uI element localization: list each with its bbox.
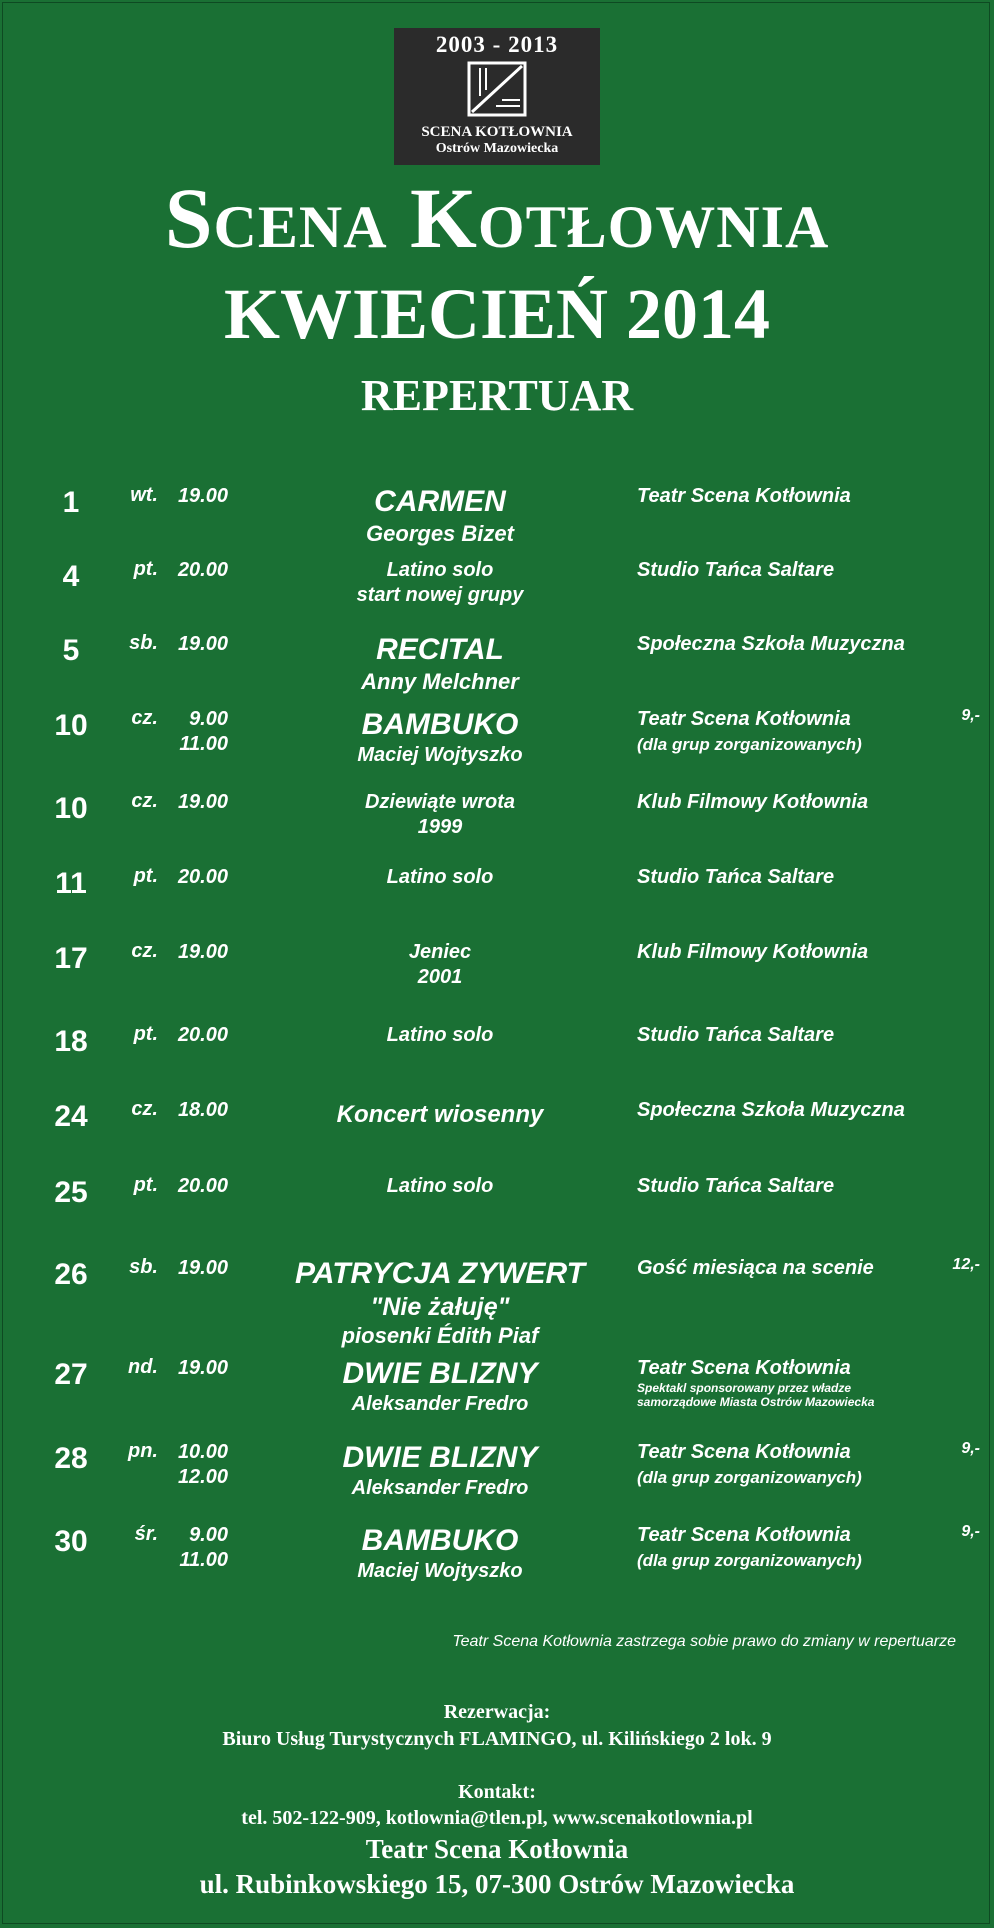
event-weekday: cz.: [131, 790, 158, 812]
event-weekday: pt.: [133, 558, 158, 580]
event-title: Dziewiąte wrota: [364, 791, 516, 813]
event-title: BAMBUKO: [361, 1524, 519, 1557]
event-weekday: nd.: [128, 1356, 158, 1378]
contact-text: tel. 502-122-909, kotlownia@tlen.pl, www.scenakotlownia.pl: [241, 1807, 753, 1829]
repertoire-heading: REPERTUAR: [360, 371, 634, 420]
event-weekday: pn.: [128, 1440, 158, 1462]
contact-label: Kontakt:: [458, 1781, 536, 1803]
event-show: [250, 1256, 630, 1350]
month-title: KWIECIEŃ 2014: [223, 274, 771, 354]
event-subtitle: Anny Melchner: [361, 669, 519, 694]
event-show: [250, 558, 630, 608]
event-show: [250, 632, 630, 696]
event-price: 9,-: [961, 1523, 980, 1540]
event-time: 20.00: [177, 1024, 228, 1046]
event-time: 19.00: [177, 941, 228, 963]
event-price: 9,-: [961, 1440, 980, 1457]
event-venue: Teatr Scena Kotłownia (dla grup zorganizowanych): [637, 708, 862, 754]
event-time: 10.00 12.00: [177, 1441, 228, 1488]
event-venue: Teatr Scena Kotłownia Spektakl sponsorowany przez władze samorządowe Miasta Ostrów Mazowiecka: [637, 1357, 875, 1409]
event-show: [250, 790, 630, 840]
event-venue: Gość miesiąca na scenie: [637, 1257, 874, 1279]
event-venue: Teatr Scena Kotłownia (dla grup zorganizowanych): [637, 1441, 862, 1487]
logo-years: 2003 - 2013: [435, 32, 559, 57]
event-title: Latino solo: [386, 866, 494, 888]
event-subtitle: 2001: [417, 966, 463, 988]
event-venue: Klub Filmowy Kotłownia: [637, 941, 869, 963]
event-venue: Studio Tańca Saltare: [637, 866, 835, 888]
event-day: 10: [54, 709, 88, 742]
logo-city: Ostrów Mazowiecka: [435, 141, 559, 156]
event-day: 5: [62, 634, 80, 667]
event-venue: Społeczna Szkoła Muzyczna: [637, 1099, 905, 1121]
event-show: [250, 1356, 630, 1416]
event-title: CARMEN: [374, 485, 506, 518]
event-day: 17: [54, 942, 88, 975]
event-day: 28: [54, 1442, 88, 1475]
event-time: 19.00: [177, 485, 228, 507]
theatre-name: Teatr Scena Kotłownia: [365, 1834, 629, 1864]
event-venue: Teatr Scena Kotłownia: [637, 485, 851, 507]
event-weekday: cz.: [131, 707, 158, 729]
anniversary-logo: [394, 28, 600, 165]
event-subtitle: Maciej Wojtyszko: [357, 744, 523, 766]
disclaimer-text: Teatr Scena Kotłownia zastrzega sobie prawo do zmiany w repertuarze: [452, 1633, 956, 1650]
page-title: Scena Kotłownia: [164, 170, 830, 266]
event-time: 19.00: [177, 791, 228, 813]
event-show: [250, 1440, 630, 1500]
event-day: 27: [54, 1358, 88, 1391]
reservation-label: Rezerwacja:: [443, 1701, 551, 1723]
event-day: 11: [55, 867, 87, 900]
event-weekday: wt.: [130, 484, 158, 506]
event-show: [250, 865, 630, 890]
event-day: 1: [62, 486, 80, 519]
event-show: [250, 484, 630, 548]
event-subtitle: Georges Bizet: [366, 521, 514, 546]
event-weekday: sb.: [129, 632, 158, 654]
event-time: 18.00: [177, 1099, 228, 1121]
event-venue: Społeczna Szkoła Muzyczna: [637, 633, 905, 655]
event-time: 19.00: [177, 1257, 228, 1279]
event-title: Latino solo: [386, 1024, 494, 1046]
event-day: 10: [54, 792, 88, 825]
event-weekday: pt.: [133, 1174, 158, 1196]
event-venue: Teatr Scena Kotłownia (dla grup zorganizowanych): [637, 1524, 862, 1570]
event-weekday: cz.: [131, 1098, 158, 1120]
event-time: 9.00 11.00: [179, 1524, 228, 1571]
event-show: [250, 707, 630, 767]
event-time: 19.00: [177, 1357, 228, 1379]
event-venue: Studio Tańca Saltare: [637, 559, 835, 581]
event-weekday: pt.: [133, 1023, 158, 1045]
event-title: Latino solo: [386, 559, 494, 581]
event-title: PATRYCJA ZYWERT: [294, 1257, 586, 1290]
event-title: RECITAL: [376, 633, 504, 666]
theatre-address: ul. Rubinkowskiego 15, 07-300 Ostrów Mazowiecka: [199, 1869, 795, 1899]
event-subtitle: start nowej grupy: [356, 584, 524, 606]
event-weekday: cz.: [131, 940, 158, 962]
event-day: 24: [54, 1100, 88, 1133]
event-time: 20.00: [177, 559, 228, 581]
event-venue: Klub Filmowy Kotłownia: [637, 791, 869, 813]
event-venue: Studio Tańca Saltare: [637, 1024, 835, 1046]
event-day: 26: [54, 1258, 88, 1291]
event-title: DWIE BLIZNY: [342, 1357, 538, 1390]
event-subtitle: 1999: [417, 816, 463, 838]
event-price: 12,-: [952, 1256, 980, 1273]
event-show: [250, 1100, 630, 1130]
event-subtitle: Aleksander Fredro: [351, 1393, 529, 1415]
event-time: 20.00: [177, 866, 228, 888]
event-show: [250, 1023, 630, 1048]
event-day: 4: [62, 560, 80, 593]
event-show: [250, 1523, 630, 1583]
event-weekday: sb.: [129, 1256, 158, 1278]
event-title: Latino solo: [386, 1175, 494, 1197]
event-subtitle-2: piosenki Édith Piaf: [341, 1323, 539, 1348]
event-title: DWIE BLIZNY: [342, 1441, 538, 1474]
event-time: 20.00: [177, 1175, 228, 1197]
event-title: Jeniec: [408, 941, 472, 963]
event-day: 25: [54, 1176, 88, 1209]
event-show: [250, 1174, 630, 1199]
event-time: 19.00: [177, 633, 228, 655]
event-weekday: śr.: [134, 1523, 158, 1545]
event-day: 18: [54, 1025, 88, 1058]
stage-emblem-icon: [466, 60, 528, 118]
event-title: Koncert wiosenny: [336, 1101, 544, 1128]
event-subtitle: Aleksander Fredro: [351, 1477, 529, 1499]
event-day: 30: [54, 1525, 88, 1558]
event-subtitle: Maciej Wojtyszko: [357, 1560, 523, 1582]
reservation-text: Biuro Usług Turystycznych FLAMINGO, ul. Kilińskiego 2 lok. 9: [222, 1728, 772, 1750]
event-subtitle: "Nie żałuję": [370, 1293, 510, 1321]
event-weekday: pt.: [133, 865, 158, 887]
event-time: 9.00 11.00: [179, 708, 228, 755]
event-title: BAMBUKO: [361, 708, 519, 741]
event-show: [250, 940, 630, 990]
event-venue: Studio Tańca Saltare: [637, 1175, 835, 1197]
logo-name: SCENA KOTŁOWNIA: [421, 124, 573, 140]
event-price: 9,-: [961, 707, 980, 724]
